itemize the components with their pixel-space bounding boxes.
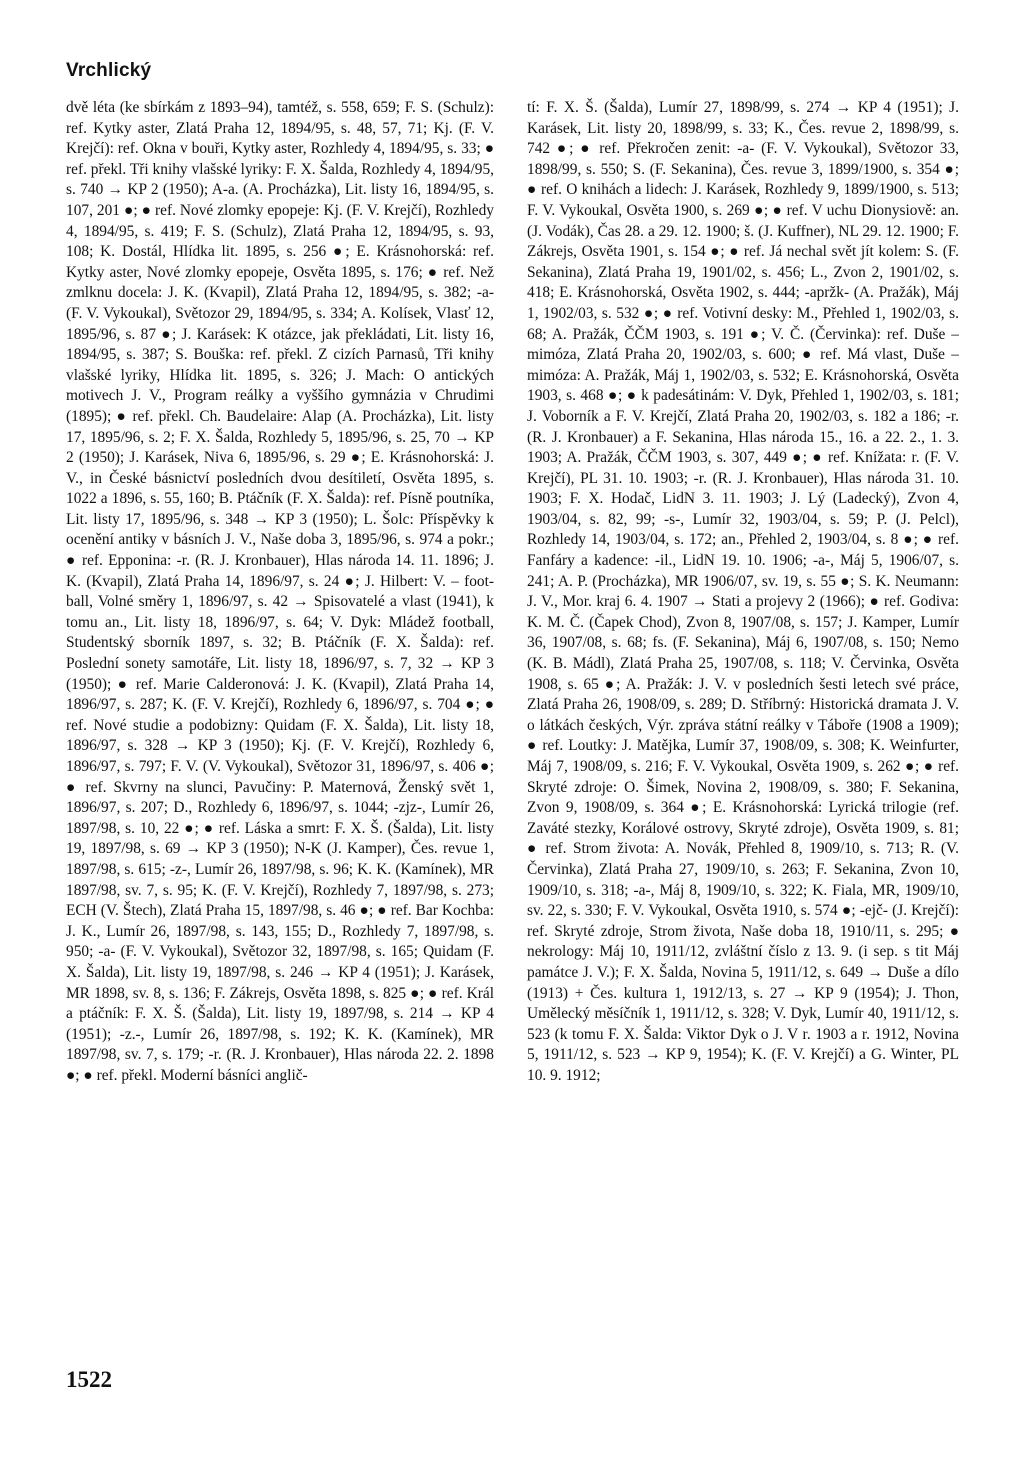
column-text: tí: F. X. Š. (Šalda), Lumír 27, 1898/99, s. 274 → KP 4 (1951); J. Karásek, Lit. listy 20, 1898/99, s. 33; K., Čes. revue 2, 1898/99, s. 742 ●; ● ref. Překročen zenit: -a- (F. V. Vykoukal), Světozor 33, 1898/99, s. 550; S. (F. Sekanina), Čes. revue 3, 1899/1900, s. 354 ●; ● ref. O knihách a lidech: J. Karásek, Rozhledy 9, 1899/1900, s. 513; F. V. Vykoukal, Osvěta 1900, s. 269 ●; ● ref. V uchu Dionysiově: an. (J. Vodák), Čas 28. a 29. 12. 1900; š. (J. Kuffner), NL 29. 12. 1900; F. Zákrejs, Osvěta 1901, s. 154 ●; ● ref. Já nechal svět jít kolem: S. (F. Sekanina), Zlatá Praha 19, 1901/02, s. 456; L., Zvon 2, 1901/02, s. 418; E. Krásnohorská, Osvěta 1902, s. 444; -apržk- (A. Pražák), Máj 1, 1902/03, s. 532 ●; ● ref. Votivní desky: M., Přehled 1, 1902/03, s. 68; A. Pražák, ČČM 1903, s. 191 ●; V. Č. (Červinka): ref. Duše – mimóza, Zlatá Praha 20, 1902/03, s. 600; ● ref. Má vlast, Duše – mimóza: A. Pražák, Máj 1, 1902/03, s. 532; E. Krásnohorská, Osvěta 1903, s. 468 ●; ● k padesátinám: V. Dyk, Přehled 1, 1902/03, s. 181; J. Voborník a F. V. Krejčí, Zlatá Praha 20, 1902/03, s. 182 a 186; -r. (R. J. Kronbauer) a F. Sekanina, Hlas národa 15., 16. a 22. 2., 1. 3. 1903; A. Pražák, ČČM 1903, s. 307, 449 ●; ● ref. Knížata: r. (F. V. Krejčí), PL 31. 10. 1903; -r. (R. J. Kronbauer), Hlas národa 31. 10. 1903; F. X. Hodač, LidN 3. 11. 1903; J. Lý (Ladecký), Zvon 4, 1903/04, s. 82, 99; -s-, Lumír 32, 1903/04, s. 59; P. (J. Pelcl), Rozhledy 14, 1903/04, s. 172; an., Přehled 2, 1903/04, s. 8 ●; ● ref. Fanfáry a kadence: -il., LidN 19. 10. 1906; -a-, Máj 5, 1906/07, s. 241; A. P. (Procházka), MR 1906/07, sv. 19, s. 55 ●; S. K. Neumann: J. V., Mor. kraj 6. 4. 1907 → Stati a projevy 2 (1966); ● ref. Godiva: K. M. Č. (Čapek Chod), Zvon 8, 1907/08, s. 157; J. Kamper, Lumír 36, 1907/08, s. 68; fs. (F. Sekanina), Máj 6, 1907/08, s. 150; Nemo (K. B. Mádl), Zlatá Praha 25, 1907/08, s. 118; V. Červinka, Osvěta 1908, s. 65 ●; A. Pražák: J. V. v posledních šesti letech své práce, Zlatá Praha 26, 1908/09, s. 289; D. Stříbrný: Historická dramata J. V. o látkách českých, Výr. zpráva státní reálky v Táboře (1908 a 1909); ● ref. Loutky: J. Matějka, Lumír 37, 1908/09, s. 308; K. Weinfurter, Máj 7, 1908/09, s. 216; F. V. Vykoukal, Osvěta 1909, s. 262 ●; ● ref. Skryté zdroje: O. Šimek, Novina 2, 1908/09, s. 380; F. Sekanina, Zvon 9, 1908/09, s. 364 ●; E. Krásnohorská: Lyrická trilogie (ref. Zaváté stezky, Korálové ostrovy, Skryté zdroje), Osvěta 1909, s. 81; ● ref. Strom života: A. Novák, Přehled 8, 1909/10, s. 713; R. (V. Červinka), Zlatá Praha 27, 1909/10, s. 263; F. Sekanina, Zvon 10, 1909/10, s. 318; -a-, Máj 8, 1909/10, s. 322; K. Fiala, MR, 1909/10, sv. 22, s. 330; F. V. Vykoukal, Osvěta 1910, s. 574 ●; -ejč- (J. Krejčí): ref. Skryté zdroje, Strom života, Naše doba 18, 1910/11, s. 295; ● nekrology: Máj 10, 1911/12, zvláštní číslo z 13. 9. (i sep. s tit Máj památce J. V.); F. X. Šalda, Novina 5, 1911/12, s. 649 → Duše a dílo (1913) + Čes. kultura 1, 1912/13, s. 27 → KP 9 (1954); J. Thon, Umělecký měsíčník 1, 1911/12, s. 328; V. Dyk, Lumír 40, 1911/12, s. 523 (k tomu F. X. Šalda: Viktor Dyk o J. V r. 1903 a r. 1912, Novina 5, 1911/12, s. 523 → KP 9, 1954); K. (F. V. Krejčí) a G. Winter, PL 10. 9. 1912; (527, 99, 959, 1084)
page-number: 1522 (66, 1367, 112, 1392)
column-text: dvě léta (ke sbírkám z 1893–94), tamtéž, s. 558, 659; F. S. (Schulz): ref. Kytky aster, Zlatá Praha 12, 1894/95, s. 48, 57, 71; Kj. (F. V. Krejčí): ref. Okna v bouři, Kytky aster, Rozhledy 4, 1894/95, s. 33; ● ref. překl. Tři knihy vlašské lyriky: F. X. Šalda, Rozhledy 4, 1894/95, s. 740 → KP 2 (1950); A-a. (A. Procházka), Lit. listy 16, 1894/95, s. 107, 201 ●; ● ref. Nové zlomky epopeje: Kj. (F. V. Krejčí), Rozhledy 4, 1894/95, s. 419; F. S. (Schulz), Zlatá Praha 12, 1894/95, s. 93, 108; K. Dostál, Hlídka lit. 1895, s. 256 ●; E. Krásnohorská: ref. Kytky aster, Nové zlomky epopeje, Osvěta 1895, s. 176; ● ref. Než zmlknu docela: J. K. (Kvapil), Zlatá Praha 12, 1894/95, s. 382; -a- (F. V. Vykoukal), Světozor 29, 1894/95, s. 334; A. Kolísek, Vlasť 12, 1895/96, s. 87 ●; J. Karásek: K otázce, jak překládati, Lit. listy 16, 1894/95, s. 387; S. Bouška: ref. překl. Z cizích Parnasů, Tři knihy vlašské lyriky, Hlídka lit. 1895, s. 326; J. Mach: O antických motivech J. V., Program reálky a vyššího gymnázia v Chrudimi (1895); ● ref. překl. Ch. Baudelaire: Alap (A. Procházka), Lit. listy 17, 1895/96, s. 2; F. X. Šalda, Rozhledy 5, 1895/96, s. 25, 70 → KP 2 (1950); J. Karásek, Niva 6, 1895/96, s. 29 ●; E. Krásnohorská: J. V., in České básnictví posledních dvou desítiletí, Osvěta 1895, s. 1022 a 1896, s. 55, 160; B. Ptáčník (F. X. Šalda): ref. Písně poutníka, Lit. listy 17, 1895/96, s. 348 → KP 3 (1950); L. Šolc: Příspěvky k ocenění antiky v básních J. V., Naše doba 3, 1895/96, s. 974 a pokr.; ● ref. Epponina: -r. (R. J. Kronbauer), Hlas národa 14. 11. 1896; J. K. (Kvapil), Zlatá Praha 14, 1896/97, s. 24 ●; J. Hilbert: V. – foot-ball, Volné směry 1, 1896/97, s. 42 → Spisovatelé a vlast (1941), k tomu an., Lit. listy 18, 1896/97, s. 64; V. Dyk: Mládež football, Studentský sborník 1897, s. 32; B. Ptáčník (F. X. Šalda): ref. Poslední sonety samotáře, Lit. listy 18, 1896/97, s. 7, 32 → KP 3 (1950); ● ref. Marie Calderonová: J. K. (Kvapil), Zlatá Praha 14, 1896/97, s. 287; K. (F. V. Krejčí), Rozhledy 6, 1896/97, s. 704 ●; ● ref. Nové studie a podobizny: Quidam (F. X. Šalda), Lit. listy 18, 1896/97, s. 328 → KP 3 (1950); Kj. (F. V. Krejčí), Rozhledy 6, 1896/97, s. 797; F. V. (V. Vykoukal), Světozor 31, 1896/97, s. 406 ●; ● ref. Skvrny na slunci, Pavučiny: P. Maternová, Ženský svět 1, 1896/97, s. 207; D., Rozhledy 6, 1896/97, s. 1044; -zjz-, Lumír 26, 1897/98, s. 10, 22 ●; ● ref. Láska a smrt: F. X. Š. (Šalda), Lit. listy 19, 1897/98, s. 69 → KP 3 (1950); N-K (J. Kamper), Čes. revue 1, 1897/98, s. 615; -z-, Lumír 26, 1897/98, s. 96; K. K. (Kamínek), MR 1897/98, sv. 7, s. 95; K. (F. V. Krejčí), Rozhledy 7, 1897/98, s. 273; ECH (V. Štech), Zlatá Praha 15, 1897/98, s. 46 ●; ● ref. Bar Kochba: J. K., Lumír 26, 1897/98, s. 143, 155; D., Rozhledy 7, 1897/98, s. 950; -a- (F. V. Vykoukal), Světozor 32, 1897/98, s. 165; Quidam (F. X. Šalda), Lit. listy 19, 1897/98, s. 246 → KP 4 (1951); J. Karásek, MR 1898, sv. 8, s. 136; F. Zákrejs, Osvěta 1898, s. 825 ●; ● ref. Král a ptáčník: F. X. Š. (Šalda), Lit. listy 19, 1897/98, s. 214 → KP 4 (1951); -z.-, Lumír 26, 1897/98, s. 192; K. K. (Kamínek), MR 1897/98, sv. 7, s. 179; -r. (R. J. Kronbauer), Hlas národa 22. 2. 1898 ●; ● ref. překl. Moderní básníci anglič- (66, 99, 494, 1084)
text-column-right (527, 98, 959, 1384)
text-column-left (66, 98, 494, 1384)
running-header: Vrchlický (66, 60, 152, 81)
